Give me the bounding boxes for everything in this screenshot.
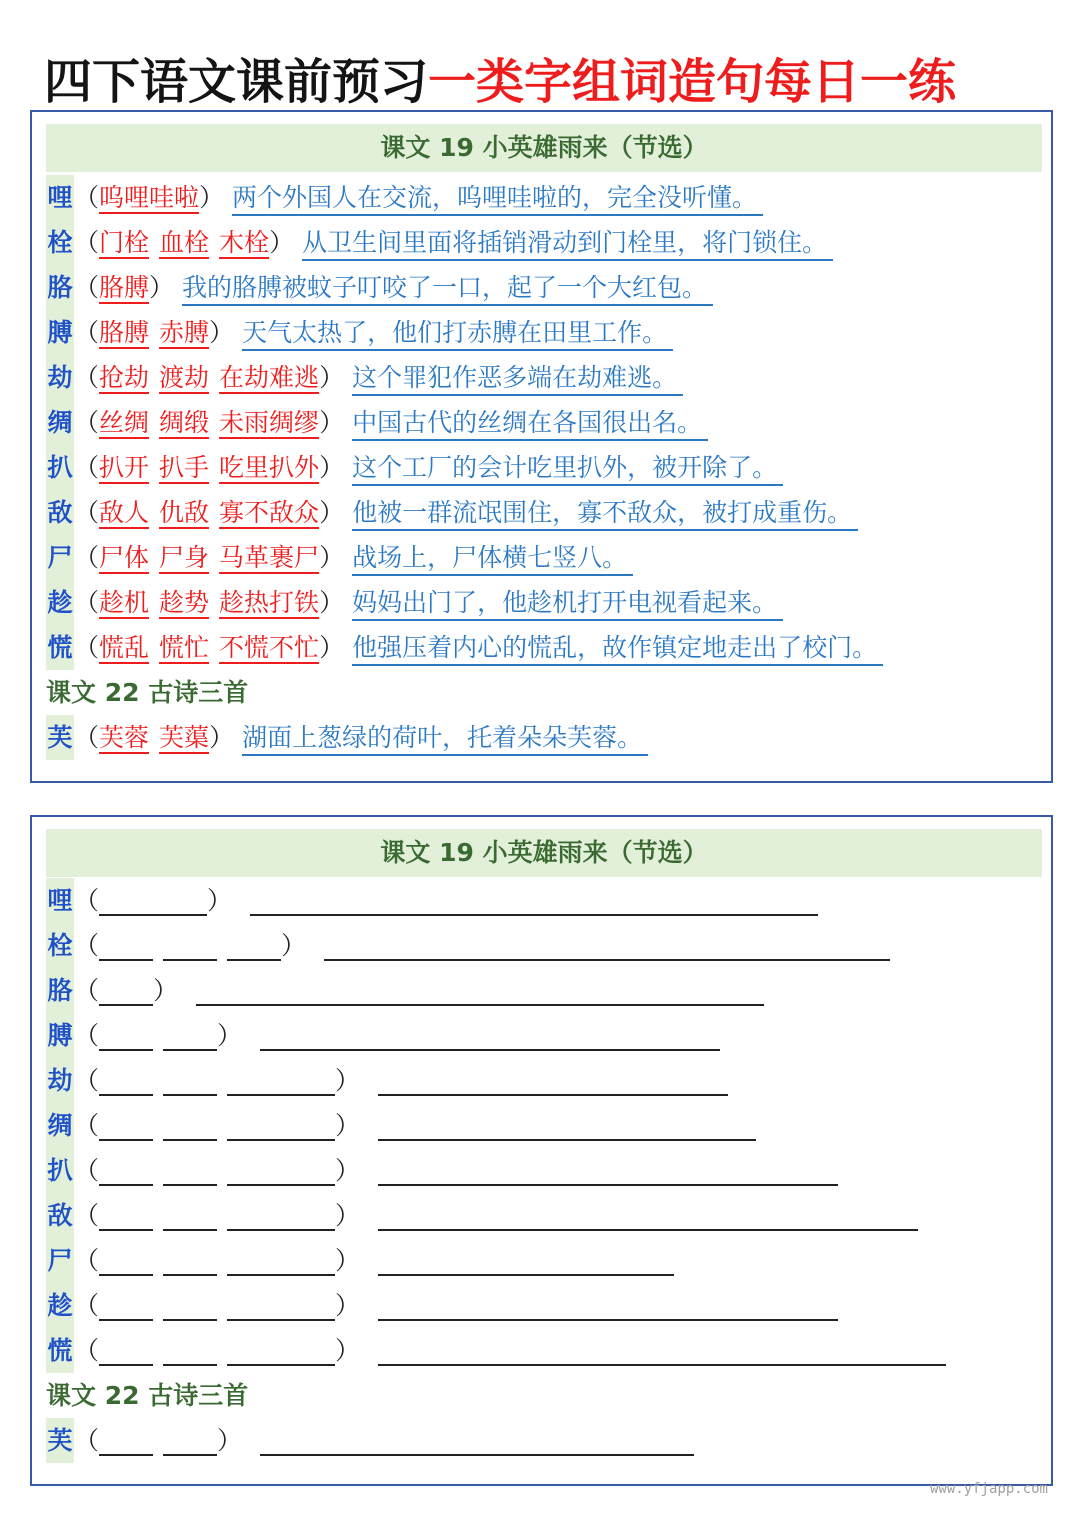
- close-paren: ）: [335, 1336, 361, 1365]
- word: 趁势: [159, 588, 210, 617]
- word-blank[interactable]: [99, 1113, 153, 1141]
- open-paren: （: [74, 588, 100, 617]
- sentence-line[interactable]: [378, 1158, 838, 1186]
- word: 芙蕖: [159, 723, 210, 752]
- word: 趁机: [99, 588, 150, 617]
- word: 慌忙: [159, 633, 210, 662]
- word: 马革裹尸: [219, 543, 320, 572]
- answer-row: [46, 400, 708, 445]
- word: 呜哩哇啦: [99, 183, 200, 212]
- word-blank[interactable]: [163, 1248, 217, 1276]
- answer-row: [46, 310, 673, 355]
- page-title-part1: 四下语文课前预习: [44, 54, 429, 110]
- word: 抢劫: [99, 363, 150, 392]
- word-blank[interactable]: [227, 1068, 335, 1096]
- close-paren: ）: [319, 633, 345, 662]
- sentence-line[interactable]: [378, 1338, 946, 1366]
- word: 丝绸: [99, 408, 150, 437]
- sentence: 他强压着内心的慌乱，故作镇定地走出了校门。: [352, 632, 883, 666]
- open-paren: （: [74, 1066, 100, 1095]
- close-paren: ）: [319, 588, 345, 617]
- char-cell: 慌: [46, 625, 74, 670]
- word: 仇敌: [159, 498, 210, 527]
- sub-lesson-header: 课文 22 古诗三首: [46, 678, 249, 707]
- char-cell: 趁: [46, 1283, 74, 1328]
- answer-row: [46, 220, 833, 265]
- practice-row: [46, 878, 818, 923]
- open-paren: （: [74, 931, 100, 960]
- word: 渡劫: [159, 363, 210, 392]
- practice-panel: [30, 815, 1053, 1486]
- char-cell: 胳: [46, 968, 74, 1013]
- word-blank[interactable]: [227, 1158, 335, 1186]
- word: 尸体: [99, 543, 150, 572]
- sentence-line[interactable]: [324, 933, 890, 961]
- watermark: www.yfjapp.com: [929, 1481, 1048, 1497]
- char-cell: 哩: [46, 175, 74, 220]
- close-paren: ）: [335, 1201, 361, 1230]
- sentence: 从卫生间里面将插销滑动到门栓里，将门锁住。: [302, 227, 833, 261]
- char-cell: 劫: [46, 1058, 74, 1103]
- word: 门栓: [99, 228, 150, 257]
- open-paren: （: [74, 886, 100, 915]
- word: 赤膊: [159, 318, 210, 347]
- practice-row: [46, 1238, 674, 1283]
- word-blank[interactable]: [227, 1113, 335, 1141]
- open-paren: （: [74, 273, 100, 302]
- open-paren: （: [74, 453, 100, 482]
- close-paren: ）: [319, 363, 345, 392]
- word-blank[interactable]: [163, 1338, 217, 1366]
- word: 趁热打铁: [219, 588, 320, 617]
- practice-row: [46, 1328, 946, 1373]
- word: 木栓: [219, 228, 270, 257]
- word: 绸缎: [159, 408, 210, 437]
- practice-row: [46, 1058, 728, 1103]
- close-paren: ）: [335, 1291, 361, 1320]
- word-blank[interactable]: [99, 1428, 153, 1456]
- answer-row: [46, 580, 783, 625]
- answer-row: [46, 175, 763, 220]
- sentence-line[interactable]: [250, 888, 818, 916]
- practice-row: [46, 1193, 918, 1238]
- answer-row: [46, 265, 713, 310]
- sentence-line[interactable]: [378, 1068, 728, 1096]
- open-paren: （: [74, 408, 100, 437]
- close-paren: ）: [149, 273, 175, 302]
- word-blank[interactable]: [227, 1338, 335, 1366]
- char-cell: 栓: [46, 220, 74, 265]
- close-paren: ）: [335, 1111, 361, 1140]
- word: 血栓: [159, 228, 210, 257]
- open-paren: （: [74, 318, 100, 347]
- sentence-line[interactable]: [378, 1293, 838, 1321]
- close-paren: ）: [319, 453, 345, 482]
- sentence: 天气太热了，他们打赤膊在田里工作。: [242, 317, 673, 351]
- open-paren: （: [74, 498, 100, 527]
- practice-row: [46, 923, 890, 968]
- open-paren: （: [74, 1156, 100, 1185]
- word-blank[interactable]: [163, 1158, 217, 1186]
- close-paren: ）: [335, 1066, 361, 1095]
- open-paren: （: [74, 1426, 100, 1455]
- close-paren: ）: [335, 1156, 361, 1185]
- close-paren: ）: [209, 723, 235, 752]
- word: 尸身: [159, 543, 210, 572]
- word-blank[interactable]: [163, 1113, 217, 1141]
- close-paren: ）: [209, 318, 235, 347]
- char-cell: 栓: [46, 923, 74, 968]
- sentence-line[interactable]: [196, 978, 764, 1006]
- page-title-part2: 一类字组词造句每日一练: [428, 54, 957, 110]
- word: 芙蓉: [99, 723, 150, 752]
- open-paren: （: [74, 1336, 100, 1365]
- open-paren: （: [74, 1021, 100, 1050]
- word-blank[interactable]: [99, 933, 153, 961]
- word-blank[interactable]: [99, 888, 207, 916]
- sentence: 这个罪犯作恶多端在劫难逃。: [352, 362, 683, 396]
- char-cell: 趁: [46, 580, 74, 625]
- word-blank[interactable]: [163, 1428, 217, 1456]
- practice-row: [46, 1103, 756, 1148]
- answer-row: [46, 625, 883, 670]
- practice-row: [46, 1418, 694, 1463]
- char-cell: 哩: [46, 878, 74, 923]
- word: 寡不敌众: [219, 498, 320, 527]
- word-blank[interactable]: [163, 1068, 217, 1096]
- word-blank[interactable]: [227, 1248, 335, 1276]
- char-cell: 敌: [46, 1193, 74, 1238]
- char-cell: 绸: [46, 1103, 74, 1148]
- word: 扒手: [159, 453, 210, 482]
- word: 未雨绸缪: [219, 408, 320, 437]
- char-cell: 绸: [46, 400, 74, 445]
- sentence: 这个工厂的会计吃里扒外，被开除了。: [352, 452, 783, 486]
- char-cell: 膊: [46, 310, 74, 355]
- word-blank[interactable]: [227, 933, 281, 961]
- word: 扒开: [99, 453, 150, 482]
- answer-row: [46, 535, 633, 580]
- answer-row: [46, 355, 683, 400]
- close-paren: ）: [319, 498, 345, 527]
- lesson-header: 课文 19 小英雄雨来（节选）: [46, 124, 1042, 172]
- sentence: 妈妈出门了，他趁机打开电视看起来。: [352, 587, 783, 621]
- char-cell: 扒: [46, 1148, 74, 1193]
- sentence: 我的胳膊被蚊子叮咬了一口，起了一个大红包。: [182, 272, 713, 306]
- word-blank[interactable]: [99, 1023, 153, 1051]
- practice-row: [46, 1283, 838, 1328]
- char-cell: 劫: [46, 355, 74, 400]
- practice-row: [46, 1013, 720, 1058]
- open-paren: （: [74, 1201, 100, 1230]
- word-blank[interactable]: [99, 1248, 153, 1276]
- close-paren: ）: [335, 1246, 361, 1275]
- word-blank[interactable]: [99, 1158, 153, 1186]
- open-paren: （: [74, 1246, 100, 1275]
- open-paren: （: [74, 183, 100, 212]
- word: 吃里扒外: [219, 453, 320, 482]
- word: 在劫难逃: [219, 363, 320, 392]
- sentence-line[interactable]: [378, 1203, 918, 1231]
- sentence-line[interactable]: [260, 1428, 694, 1456]
- word: 敌人: [99, 498, 150, 527]
- answer-row: [46, 445, 783, 490]
- word: 胳膊: [99, 318, 150, 347]
- char-cell: 敌: [46, 490, 74, 535]
- word-blank[interactable]: [163, 1203, 217, 1231]
- open-paren: （: [74, 976, 100, 1005]
- word-blank[interactable]: [163, 1023, 217, 1051]
- close-paren: ）: [319, 408, 345, 437]
- char-cell: 尸: [46, 1238, 74, 1283]
- page-title: [44, 50, 956, 114]
- word-blank[interactable]: [99, 1293, 153, 1321]
- close-paren: ）: [207, 886, 233, 915]
- sentence: 战场上，尸体横七竖八。: [352, 542, 633, 576]
- lesson-header: 课文 19 小英雄雨来（节选）: [46, 829, 1042, 877]
- char-cell: 芙: [46, 715, 74, 760]
- practice-row: [46, 1148, 838, 1193]
- char-cell: 尸: [46, 535, 74, 580]
- answer-row: [46, 715, 648, 760]
- close-paren: ）: [217, 1426, 243, 1455]
- word-blank[interactable]: [99, 1068, 153, 1096]
- open-paren: （: [74, 363, 100, 392]
- sentence: 中国古代的丝绸在各国很出名。: [352, 407, 708, 441]
- sentence: 湖面上葱绿的荷叶，托着朵朵芙蓉。: [242, 722, 648, 756]
- close-paren: ）: [153, 976, 179, 1005]
- close-paren: ）: [199, 183, 225, 212]
- word-blank[interactable]: [227, 1203, 335, 1231]
- open-paren: （: [74, 228, 100, 257]
- word: 胳膊: [99, 273, 150, 302]
- sentence-line[interactable]: [378, 1248, 674, 1276]
- word-blank[interactable]: [99, 1203, 153, 1231]
- sentence-line[interactable]: [378, 1113, 756, 1141]
- close-paren: ）: [319, 543, 345, 572]
- close-paren: ）: [269, 228, 295, 257]
- open-paren: （: [74, 633, 100, 662]
- word-blank[interactable]: [99, 978, 153, 1006]
- answer-row: [46, 490, 858, 535]
- close-paren: ）: [217, 1021, 243, 1050]
- char-cell: 胳: [46, 265, 74, 310]
- word-blank[interactable]: [227, 1293, 335, 1321]
- open-paren: （: [74, 543, 100, 572]
- sentence: 两个外国人在交流，呜哩哇啦的，完全没听懂。: [232, 182, 763, 216]
- word-blank[interactable]: [163, 1293, 217, 1321]
- open-paren: （: [74, 1291, 100, 1320]
- open-paren: （: [74, 723, 100, 752]
- sentence-line[interactable]: [260, 1023, 720, 1051]
- sentence: 他被一群流氓围住，寡不敌众，被打成重伤。: [352, 497, 858, 531]
- word-blank[interactable]: [163, 933, 217, 961]
- char-cell: 扒: [46, 445, 74, 490]
- char-cell: 芙: [46, 1418, 74, 1463]
- answer-panel: [30, 110, 1053, 783]
- word: 不慌不忙: [219, 633, 320, 662]
- word-blank[interactable]: [99, 1338, 153, 1366]
- practice-row: [46, 968, 764, 1013]
- open-paren: （: [74, 1111, 100, 1140]
- char-cell: 膊: [46, 1013, 74, 1058]
- word: 慌乱: [99, 633, 150, 662]
- close-paren: ）: [281, 931, 307, 960]
- char-cell: 慌: [46, 1328, 74, 1373]
- sub-lesson-header: 课文 22 古诗三首: [46, 1381, 249, 1410]
